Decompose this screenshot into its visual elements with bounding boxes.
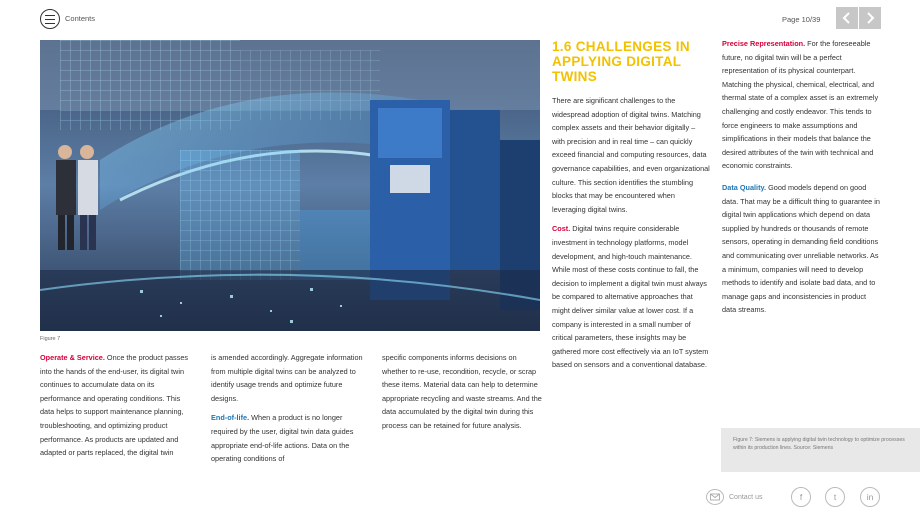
- text-column-1: [40, 351, 195, 460]
- data-quality-paragraph: [722, 181, 882, 317]
- end-of-life-text: When a product is no longer required by the user, digital twin data guides appropriate end-of-life actions. Data on the operating conditions of: [211, 413, 354, 464]
- facebook-button[interactable]: [791, 487, 811, 507]
- figure-caption-box: [721, 428, 920, 472]
- figure-caption: Figure 7: Siemens is applying digital twin technology to optimize processes within its production lines. Source: Siemens: [733, 437, 905, 451]
- recycling-paragraph: specific components informs decisions on whether to re-use, recondition, recycle, or scrap these items. Material data can help to determine appropriate recycling and waste streams. And the data accumulated by the digital twin during this process can be retained for future analysis.: [382, 353, 542, 430]
- precise-representation-text: For the foreseeable future, no digital twin will be a perfect representation of its physical counterpart. Matching the physical, chemical, electrical, and thermal state of a complex asset is an extremely challenging and costly endeavor. This tends to force engineers to make assumptions and simplifications in their models that balance the desired attributes of the twin with technical and economic constraints.: [722, 39, 879, 171]
- contact-us-link[interactable]: Contact us: [729, 494, 763, 501]
- factory-photo: [40, 40, 540, 331]
- prev-page-button[interactable]: [836, 7, 858, 29]
- twitter-button[interactable]: [825, 487, 845, 507]
- contents-link[interactable]: Contents: [65, 14, 96, 23]
- text-column-4: [552, 94, 710, 372]
- envelope-icon: [706, 489, 724, 505]
- operate-paragraph: [40, 351, 195, 460]
- cost-paragraph: [552, 222, 710, 372]
- section-title: 1.6 CHALLENGES IN APPLYING DIGITAL TWINS: [552, 39, 690, 84]
- text-column-2: [211, 351, 366, 466]
- text-column-5: [722, 37, 882, 317]
- end-of-life-paragraph: [211, 411, 366, 465]
- next-page-button[interactable]: [859, 7, 881, 29]
- contact-button[interactable]: [706, 489, 724, 510]
- linkedin-icon: in: [866, 492, 874, 502]
- term-operate-service: Operate & Service.: [40, 353, 105, 362]
- menu-button[interactable]: [40, 9, 60, 29]
- menu-icon: [45, 15, 55, 26]
- data-quality-text: Good models depend on good data. That may be a difficult thing to guarantee in digital twin applications which depend on data supplied by hundreds or thousands of remote sensors, operating in demanding field conditions and communicating over unreliable networks. As a minimum, companies will need to develop methods to identify and isolate bad data, and to manage gaps and inconsistencies in product data streams.: [722, 182, 880, 315]
- chevron-left-icon: [836, 7, 858, 29]
- page-indicator: Page 10/39: [782, 15, 821, 24]
- text-column-3: [382, 351, 542, 433]
- facebook-icon: f: [799, 492, 803, 502]
- linkedin-button[interactable]: [860, 487, 880, 507]
- precise-representation-paragraph: [722, 37, 882, 173]
- lifecycle-continued-paragraph: is amended accordingly. Aggregate information from multiple digital twins can be analyzed to identify usage trends and optimize future designs.: [211, 353, 363, 403]
- term-end-of-life: End-of-life.: [211, 413, 250, 423]
- twitter-icon: t: [833, 492, 837, 502]
- challenges-intro-paragraph: There are significant challenges to the widespread adoption of digital twins. Matching complex assets and their behavior digitally – with precision and in real time – can quickly exceed financial and computing resources, data governance capabilities, and even organizational culture. This section identifies the stumbling blocks that may be encountered when leveraging digital twins.: [552, 96, 710, 214]
- operate-text: Once the product passes into the hands of the end-user, its digital twin continues to accumulate data on its performance and operating conditions. This data helps to support maintenance planning, troubleshooting, and optimizing product performance. As products are updated and adapted or parts replaced, the digital twin: [40, 353, 189, 458]
- term-precise-representation: Precise Representation.: [722, 39, 806, 48]
- cost-text: Digital twins require considerable investment in technology platforms, model development, and high-touch maintenance. While most of these costs continue to fall, the decision to implement a digital twin must always be compared to alternative approaches that might deliver similar value at lower cost. If a company is interested in a small number of critical parameters, these insights may be gathered more cost effectively via an IoT system based on sensors and a conventional database.: [552, 224, 709, 370]
- chevron-right-icon: [859, 7, 881, 29]
- term-data-quality: Data Quality.: [722, 182, 767, 192]
- figure-label: Figure 7: [40, 336, 61, 342]
- term-cost: Cost.: [552, 224, 571, 234]
